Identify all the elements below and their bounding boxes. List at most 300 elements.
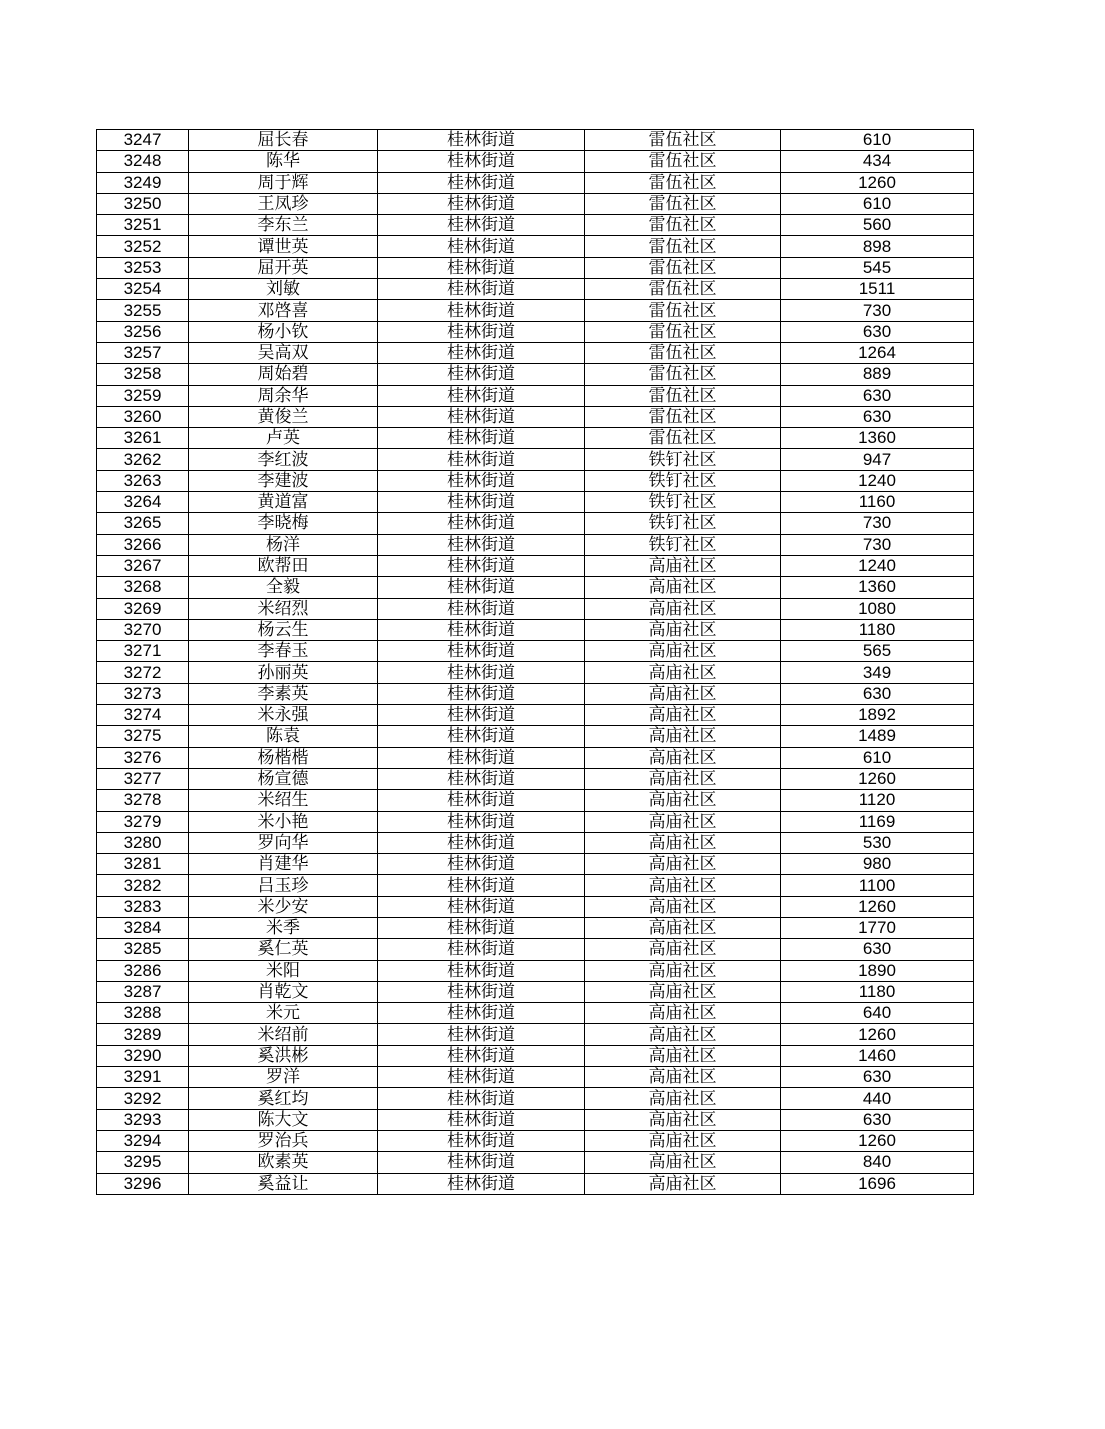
row-number-cell: 3254 xyxy=(97,279,189,300)
community-cell: 高庙社区 xyxy=(585,917,781,938)
name-cell: 屈长春 xyxy=(189,130,378,151)
row-number-cell: 3252 xyxy=(97,236,189,257)
amount-cell: 545 xyxy=(781,257,974,278)
community-cell: 高庙社区 xyxy=(585,960,781,981)
name-cell: 肖建华 xyxy=(189,854,378,875)
street-cell: 桂林街道 xyxy=(378,215,585,236)
name-cell: 米绍生 xyxy=(189,790,378,811)
street-cell: 桂林街道 xyxy=(378,449,585,470)
amount-cell: 630 xyxy=(781,321,974,342)
table-row xyxy=(97,300,974,321)
amount-cell: 898 xyxy=(781,236,974,257)
row-number-cell: 3279 xyxy=(97,811,189,832)
table-row xyxy=(97,641,974,662)
street-cell: 桂林街道 xyxy=(378,768,585,789)
table-row xyxy=(97,130,974,151)
row-number-cell: 3265 xyxy=(97,513,189,534)
name-cell: 肖乾文 xyxy=(189,981,378,1002)
name-cell: 吴高双 xyxy=(189,342,378,363)
community-cell: 高庙社区 xyxy=(585,641,781,662)
community-cell: 雷伍社区 xyxy=(585,385,781,406)
table-row xyxy=(97,854,974,875)
row-number-cell: 3260 xyxy=(97,406,189,427)
street-cell: 桂林街道 xyxy=(378,172,585,193)
community-cell: 高庙社区 xyxy=(585,1024,781,1045)
table-row xyxy=(97,1024,974,1045)
community-cell: 雷伍社区 xyxy=(585,342,781,363)
row-number-cell: 3289 xyxy=(97,1024,189,1045)
row-number-cell: 3266 xyxy=(97,534,189,555)
row-number-cell: 3263 xyxy=(97,470,189,491)
name-cell: 杨楷楷 xyxy=(189,747,378,768)
row-number-cell: 3249 xyxy=(97,172,189,193)
table-row xyxy=(97,193,974,214)
row-number-cell: 3290 xyxy=(97,1045,189,1066)
row-number-cell: 3270 xyxy=(97,619,189,640)
name-cell: 陈华 xyxy=(189,151,378,172)
name-cell: 陈袁 xyxy=(189,726,378,747)
table-row xyxy=(97,236,974,257)
name-cell: 周始碧 xyxy=(189,364,378,385)
row-number-cell: 3262 xyxy=(97,449,189,470)
street-cell: 桂林街道 xyxy=(378,960,585,981)
street-cell: 桂林街道 xyxy=(378,811,585,832)
street-cell: 桂林街道 xyxy=(378,662,585,683)
row-number-cell: 3264 xyxy=(97,492,189,513)
row-number-cell: 3273 xyxy=(97,683,189,704)
name-cell: 黄道富 xyxy=(189,492,378,513)
name-cell: 陈大文 xyxy=(189,1109,378,1130)
row-number-cell: 3285 xyxy=(97,939,189,960)
name-cell: 奚红均 xyxy=(189,1088,378,1109)
table-body xyxy=(97,130,974,1195)
community-cell: 高庙社区 xyxy=(585,726,781,747)
street-cell: 桂林街道 xyxy=(378,1109,585,1130)
name-cell: 卢英 xyxy=(189,428,378,449)
street-cell: 桂林街道 xyxy=(378,193,585,214)
name-cell: 刘敏 xyxy=(189,279,378,300)
community-cell: 高庙社区 xyxy=(585,896,781,917)
table-row xyxy=(97,598,974,619)
amount-cell: 560 xyxy=(781,215,974,236)
street-cell: 桂林街道 xyxy=(378,939,585,960)
street-cell: 桂林街道 xyxy=(378,854,585,875)
table-row xyxy=(97,257,974,278)
street-cell: 桂林街道 xyxy=(378,641,585,662)
name-cell: 全毅 xyxy=(189,577,378,598)
community-cell: 高庙社区 xyxy=(585,981,781,1002)
table-row xyxy=(97,811,974,832)
table-row xyxy=(97,492,974,513)
name-cell: 谭世英 xyxy=(189,236,378,257)
street-cell: 桂林街道 xyxy=(378,705,585,726)
community-cell: 铁钉社区 xyxy=(585,513,781,534)
row-number-cell: 3256 xyxy=(97,321,189,342)
amount-cell: 1180 xyxy=(781,619,974,640)
community-cell: 高庙社区 xyxy=(585,598,781,619)
community-cell: 雷伍社区 xyxy=(585,215,781,236)
amount-cell: 1240 xyxy=(781,470,974,491)
street-cell: 桂林街道 xyxy=(378,321,585,342)
row-number-cell: 3248 xyxy=(97,151,189,172)
table-row xyxy=(97,428,974,449)
row-number-cell: 3291 xyxy=(97,1067,189,1088)
name-cell: 杨云生 xyxy=(189,619,378,640)
amount-cell: 1892 xyxy=(781,705,974,726)
table-row xyxy=(97,513,974,534)
name-cell: 王凤珍 xyxy=(189,193,378,214)
name-cell: 米少安 xyxy=(189,896,378,917)
street-cell: 桂林街道 xyxy=(378,342,585,363)
community-cell: 高庙社区 xyxy=(585,875,781,896)
amount-cell: 1260 xyxy=(781,172,974,193)
community-cell: 铁钉社区 xyxy=(585,492,781,513)
data-table xyxy=(96,129,974,1195)
amount-cell: 1080 xyxy=(781,598,974,619)
table-row xyxy=(97,1088,974,1109)
table-row xyxy=(97,385,974,406)
row-number-cell: 3271 xyxy=(97,641,189,662)
name-cell: 奚洪彬 xyxy=(189,1045,378,1066)
street-cell: 桂林街道 xyxy=(378,896,585,917)
amount-cell: 630 xyxy=(781,939,974,960)
name-cell: 奚仁英 xyxy=(189,939,378,960)
table-row xyxy=(97,1067,974,1088)
table-row xyxy=(97,683,974,704)
table-row xyxy=(97,321,974,342)
row-number-cell: 3257 xyxy=(97,342,189,363)
name-cell: 罗治兵 xyxy=(189,1130,378,1151)
street-cell: 桂林街道 xyxy=(378,300,585,321)
amount-cell: 440 xyxy=(781,1088,974,1109)
name-cell: 李晓梅 xyxy=(189,513,378,534)
street-cell: 桂林街道 xyxy=(378,492,585,513)
table-row xyxy=(97,470,974,491)
community-cell: 高庙社区 xyxy=(585,747,781,768)
table-row xyxy=(97,960,974,981)
community-cell: 高庙社区 xyxy=(585,619,781,640)
community-cell: 高庙社区 xyxy=(585,705,781,726)
name-cell: 李素英 xyxy=(189,683,378,704)
row-number-cell: 3261 xyxy=(97,428,189,449)
amount-cell: 610 xyxy=(781,130,974,151)
street-cell: 桂林街道 xyxy=(378,1003,585,1024)
amount-cell: 980 xyxy=(781,854,974,875)
community-cell: 雷伍社区 xyxy=(585,428,781,449)
name-cell: 李东兰 xyxy=(189,215,378,236)
name-cell: 吕玉珍 xyxy=(189,875,378,896)
community-cell: 高庙社区 xyxy=(585,1152,781,1173)
table-row xyxy=(97,1152,974,1173)
name-cell: 李春玉 xyxy=(189,641,378,662)
amount-cell: 730 xyxy=(781,300,974,321)
street-cell: 桂林街道 xyxy=(378,598,585,619)
table-row xyxy=(97,917,974,938)
row-number-cell: 3283 xyxy=(97,896,189,917)
amount-cell: 1360 xyxy=(781,428,974,449)
amount-cell: 610 xyxy=(781,193,974,214)
amount-cell: 1264 xyxy=(781,342,974,363)
amount-cell: 530 xyxy=(781,832,974,853)
table-row xyxy=(97,215,974,236)
amount-cell: 434 xyxy=(781,151,974,172)
community-cell: 雷伍社区 xyxy=(585,279,781,300)
name-cell: 杨小钦 xyxy=(189,321,378,342)
street-cell: 桂林街道 xyxy=(378,385,585,406)
street-cell: 桂林街道 xyxy=(378,364,585,385)
community-cell: 高庙社区 xyxy=(585,1045,781,1066)
street-cell: 桂林街道 xyxy=(378,470,585,491)
table-row xyxy=(97,619,974,640)
row-number-cell: 3294 xyxy=(97,1130,189,1151)
street-cell: 桂林街道 xyxy=(378,279,585,300)
community-cell: 雷伍社区 xyxy=(585,172,781,193)
community-cell: 雷伍社区 xyxy=(585,130,781,151)
name-cell: 周于辉 xyxy=(189,172,378,193)
table-row xyxy=(97,1003,974,1024)
community-cell: 高庙社区 xyxy=(585,854,781,875)
row-number-cell: 3253 xyxy=(97,257,189,278)
amount-cell: 565 xyxy=(781,641,974,662)
table-row xyxy=(97,342,974,363)
amount-cell: 1770 xyxy=(781,917,974,938)
name-cell: 欧素英 xyxy=(189,1152,378,1173)
table-row xyxy=(97,406,974,427)
community-cell: 雷伍社区 xyxy=(585,300,781,321)
row-number-cell: 3284 xyxy=(97,917,189,938)
community-cell: 雷伍社区 xyxy=(585,193,781,214)
amount-cell: 1696 xyxy=(781,1173,974,1194)
row-number-cell: 3286 xyxy=(97,960,189,981)
name-cell: 李红波 xyxy=(189,449,378,470)
row-number-cell: 3250 xyxy=(97,193,189,214)
table-row xyxy=(97,1173,974,1194)
row-number-cell: 3259 xyxy=(97,385,189,406)
amount-cell: 1260 xyxy=(781,896,974,917)
street-cell: 桂林街道 xyxy=(378,534,585,555)
row-number-cell: 3293 xyxy=(97,1109,189,1130)
amount-cell: 1180 xyxy=(781,981,974,1002)
amount-cell: 1160 xyxy=(781,492,974,513)
row-number-cell: 3272 xyxy=(97,662,189,683)
amount-cell: 1360 xyxy=(781,577,974,598)
table-row xyxy=(97,790,974,811)
community-cell: 雷伍社区 xyxy=(585,406,781,427)
street-cell: 桂林街道 xyxy=(378,577,585,598)
amount-cell: 730 xyxy=(781,534,974,555)
amount-cell: 640 xyxy=(781,1003,974,1024)
street-cell: 桂林街道 xyxy=(378,832,585,853)
table-row xyxy=(97,875,974,896)
name-cell: 邓啓喜 xyxy=(189,300,378,321)
street-cell: 桂林街道 xyxy=(378,790,585,811)
street-cell: 桂林街道 xyxy=(378,917,585,938)
community-cell: 高庙社区 xyxy=(585,1130,781,1151)
street-cell: 桂林街道 xyxy=(378,875,585,896)
amount-cell: 1460 xyxy=(781,1045,974,1066)
street-cell: 桂林街道 xyxy=(378,619,585,640)
row-number-cell: 3278 xyxy=(97,790,189,811)
table-row xyxy=(97,939,974,960)
street-cell: 桂林街道 xyxy=(378,151,585,172)
row-number-cell: 3280 xyxy=(97,832,189,853)
name-cell: 周余华 xyxy=(189,385,378,406)
community-cell: 高庙社区 xyxy=(585,555,781,576)
name-cell: 米绍烈 xyxy=(189,598,378,619)
street-cell: 桂林街道 xyxy=(378,1045,585,1066)
table-row xyxy=(97,534,974,555)
street-cell: 桂林街道 xyxy=(378,1173,585,1194)
community-cell: 高庙社区 xyxy=(585,1067,781,1088)
table-row xyxy=(97,832,974,853)
name-cell: 杨宣德 xyxy=(189,768,378,789)
amount-cell: 1511 xyxy=(781,279,974,300)
community-cell: 高庙社区 xyxy=(585,1088,781,1109)
community-cell: 铁钉社区 xyxy=(585,470,781,491)
amount-cell: 630 xyxy=(781,385,974,406)
amount-cell: 1169 xyxy=(781,811,974,832)
name-cell: 米季 xyxy=(189,917,378,938)
table-row xyxy=(97,747,974,768)
table-row xyxy=(97,555,974,576)
table-row xyxy=(97,172,974,193)
amount-cell: 1260 xyxy=(781,1024,974,1045)
community-cell: 雷伍社区 xyxy=(585,321,781,342)
street-cell: 桂林街道 xyxy=(378,1130,585,1151)
street-cell: 桂林街道 xyxy=(378,428,585,449)
table-row xyxy=(97,662,974,683)
community-cell: 高庙社区 xyxy=(585,811,781,832)
table-row xyxy=(97,279,974,300)
table-row xyxy=(97,726,974,747)
community-cell: 高庙社区 xyxy=(585,1173,781,1194)
row-number-cell: 3258 xyxy=(97,364,189,385)
amount-cell: 947 xyxy=(781,449,974,470)
amount-cell: 840 xyxy=(781,1152,974,1173)
community-cell: 铁钉社区 xyxy=(585,534,781,555)
row-number-cell: 3282 xyxy=(97,875,189,896)
street-cell: 桂林街道 xyxy=(378,555,585,576)
table-row xyxy=(97,768,974,789)
community-cell: 雷伍社区 xyxy=(585,257,781,278)
amount-cell: 610 xyxy=(781,747,974,768)
name-cell: 杨洋 xyxy=(189,534,378,555)
street-cell: 桂林街道 xyxy=(378,1152,585,1173)
street-cell: 桂林街道 xyxy=(378,236,585,257)
amount-cell: 349 xyxy=(781,662,974,683)
row-number-cell: 3295 xyxy=(97,1152,189,1173)
street-cell: 桂林街道 xyxy=(378,1067,585,1088)
amount-cell: 1240 xyxy=(781,555,974,576)
community-cell: 铁钉社区 xyxy=(585,449,781,470)
name-cell: 黄俊兰 xyxy=(189,406,378,427)
community-cell: 高庙社区 xyxy=(585,832,781,853)
table-row xyxy=(97,896,974,917)
name-cell: 米小艳 xyxy=(189,811,378,832)
amount-cell: 730 xyxy=(781,513,974,534)
community-cell: 雷伍社区 xyxy=(585,236,781,257)
street-cell: 桂林街道 xyxy=(378,683,585,704)
row-number-cell: 3277 xyxy=(97,768,189,789)
name-cell: 米元 xyxy=(189,1003,378,1024)
amount-cell: 1100 xyxy=(781,875,974,896)
community-cell: 高庙社区 xyxy=(585,1003,781,1024)
amount-cell: 630 xyxy=(781,1109,974,1130)
row-number-cell: 3296 xyxy=(97,1173,189,1194)
name-cell: 李建波 xyxy=(189,470,378,491)
street-cell: 桂林街道 xyxy=(378,257,585,278)
row-number-cell: 3276 xyxy=(97,747,189,768)
table-row xyxy=(97,981,974,1002)
name-cell: 罗洋 xyxy=(189,1067,378,1088)
name-cell: 奚益让 xyxy=(189,1173,378,1194)
name-cell: 米永强 xyxy=(189,705,378,726)
row-number-cell: 3292 xyxy=(97,1088,189,1109)
name-cell: 孙丽英 xyxy=(189,662,378,683)
row-number-cell: 3247 xyxy=(97,130,189,151)
name-cell: 欧帮田 xyxy=(189,555,378,576)
row-number-cell: 3287 xyxy=(97,981,189,1002)
community-cell: 高庙社区 xyxy=(585,790,781,811)
table-row xyxy=(97,364,974,385)
street-cell: 桂林街道 xyxy=(378,747,585,768)
street-cell: 桂林街道 xyxy=(378,406,585,427)
row-number-cell: 3268 xyxy=(97,577,189,598)
community-cell: 高庙社区 xyxy=(585,1109,781,1130)
street-cell: 桂林街道 xyxy=(378,1088,585,1109)
community-cell: 高庙社区 xyxy=(585,577,781,598)
community-cell: 高庙社区 xyxy=(585,768,781,789)
street-cell: 桂林街道 xyxy=(378,981,585,1002)
row-number-cell: 3274 xyxy=(97,705,189,726)
amount-cell: 1489 xyxy=(781,726,974,747)
community-cell: 高庙社区 xyxy=(585,662,781,683)
table-row xyxy=(97,1109,974,1130)
community-cell: 高庙社区 xyxy=(585,683,781,704)
name-cell: 屈开英 xyxy=(189,257,378,278)
row-number-cell: 3275 xyxy=(97,726,189,747)
amount-cell: 1260 xyxy=(781,768,974,789)
name-cell: 米阳 xyxy=(189,960,378,981)
table-row xyxy=(97,577,974,598)
table-row xyxy=(97,449,974,470)
row-number-cell: 3255 xyxy=(97,300,189,321)
amount-cell: 1260 xyxy=(781,1130,974,1151)
amount-cell: 630 xyxy=(781,406,974,427)
name-cell: 米绍前 xyxy=(189,1024,378,1045)
table-row xyxy=(97,705,974,726)
amount-cell: 630 xyxy=(781,1067,974,1088)
street-cell: 桂林街道 xyxy=(378,1024,585,1045)
amount-cell: 630 xyxy=(781,683,974,704)
row-number-cell: 3288 xyxy=(97,1003,189,1024)
amount-cell: 1890 xyxy=(781,960,974,981)
amount-cell: 1120 xyxy=(781,790,974,811)
community-cell: 雷伍社区 xyxy=(585,151,781,172)
row-number-cell: 3269 xyxy=(97,598,189,619)
street-cell: 桂林街道 xyxy=(378,513,585,534)
street-cell: 桂林街道 xyxy=(378,726,585,747)
table-row xyxy=(97,1130,974,1151)
street-cell: 桂林街道 xyxy=(378,130,585,151)
community-cell: 高庙社区 xyxy=(585,939,781,960)
community-cell: 雷伍社区 xyxy=(585,364,781,385)
amount-cell: 889 xyxy=(781,364,974,385)
row-number-cell: 3267 xyxy=(97,555,189,576)
name-cell: 罗向华 xyxy=(189,832,378,853)
table-row xyxy=(97,1045,974,1066)
row-number-cell: 3281 xyxy=(97,854,189,875)
